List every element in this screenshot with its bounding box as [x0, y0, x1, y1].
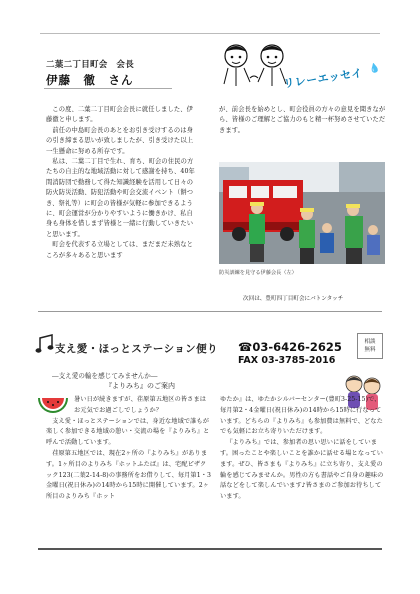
essay-right-column	[219, 105, 387, 136]
station-left-column	[46, 395, 212, 503]
essay-paragraph: 前任の中島町会長のあとをお引き受けするのは身の引き締まる思いが致しましたが、引き受けた以上一生懸命に努める所存です。	[46, 126, 194, 155]
essay-paragraph: 私は、二葉二丁目で生れ、育ち、町会の住民の方たちの自主的な地域活動に対して感謝を持ち、40年間消防団で勤務して得た知識経験を活用して日々の防火防災活動、防犯活動や町会交流イベント（餅つき、祭礼等）に町会の皆様が気軽に参加できるように、町会運営が分かりやすいように働きかけ、私自身も身体を惜しまず皆様と一緒に行動していきたいと思います。	[46, 158, 195, 238]
station-paragraph: ゆたか』は、ゆたかシルバーセンター(豊町3-25-15)で、毎月第2・4金曜日(祝日休み)の14時から15時に行なっています。どちらの『よりみち』も参加費は無料で、どなたでも気軽にお立ち寄りいただけます。	[220, 396, 383, 436]
kaicho-label: 二葉二丁目町会 会長	[46, 60, 135, 70]
next-relay-text: 次回は、豊町四丁目町会にバトンタッチ	[243, 296, 344, 302]
station-paragraph: 暑い日が続きますが、荏原第五地区の皆さまはお元気でお過ごしでしょうか？	[74, 396, 207, 414]
essay-paragraph: 町会を代表する立場としては、まだまだ未熟なところが多々あると思います	[46, 241, 194, 259]
station-title: 支え愛・ほっとステーション便り	[55, 343, 218, 355]
essay-left-column	[46, 105, 199, 261]
drill-photo-image	[219, 162, 385, 264]
author-name: 伊藤 徹 さん	[46, 73, 134, 87]
station-fax: FAX 03-3785-2016	[238, 355, 336, 366]
station-paragraph: 支え愛・ほっとステーションでは、身近な地域で誰もが楽しく参加できる地域の憩い・交流の場を『よりみち』と呼んで活動しています。	[46, 417, 210, 447]
music-notes-icon	[34, 333, 56, 355]
essay-paragraph: この度、二葉二丁目町会会長に就任しました、伊藤徹と申します。	[46, 106, 194, 124]
name-underline	[44, 88, 172, 89]
free-consultation-badge	[357, 333, 383, 359]
station-paragraph: 荏原第五地区では、現在2ヶ所の『よりみち』があります。1ヶ所目のよりみち『ホットふたば』は、宅配ピザクック123(二葉2-14-8)の事務所をお借りして、毎月第1・3金曜日(祝日休み)の14時から15時に開催しています。2ヶ所目のよりみち『ホット	[46, 449, 212, 501]
station-subtitle-yorimichi: 『よりみち』のご案内	[105, 382, 175, 390]
badge-line: 無料	[364, 347, 376, 353]
section-divider	[38, 311, 382, 312]
bottom-rule	[38, 548, 382, 550]
station-paragraph: 『よりみち』では、参加者の思い思いに話をしています。困ったことや楽しいことを誰かに話せる場となっています。ぜひ、皆さまも『よりみち』に立ち寄り、支え愛の輪を感じてみませんか。男性の方も書話やご自身の趣味の話などをして楽しんでいます♪皆さまのご参加お待ちしています。	[220, 439, 384, 501]
relay-essay-title: リレーエッセイ	[282, 66, 364, 91]
drops-icon: 💧	[368, 62, 382, 76]
station-right-column	[220, 395, 384, 503]
drill-photo	[219, 162, 385, 264]
station-subtitle: ―支え愛の輪を感じてみませんか―	[52, 372, 158, 380]
badge-line: 相談	[364, 339, 376, 345]
essay-paragraph: が、前会長を始めとし、町会役員の方々の意見を聞きながら、皆様のご理解とご協力のもと精一杯努めさせていただきます。	[219, 106, 386, 134]
top-rule	[40, 33, 380, 34]
kids-illustration-icon	[214, 38, 294, 90]
photo-caption: 防災訓練を見守る伊藤会長（左）	[219, 270, 297, 276]
station-tel: ☎03-6426-2625	[238, 340, 342, 354]
